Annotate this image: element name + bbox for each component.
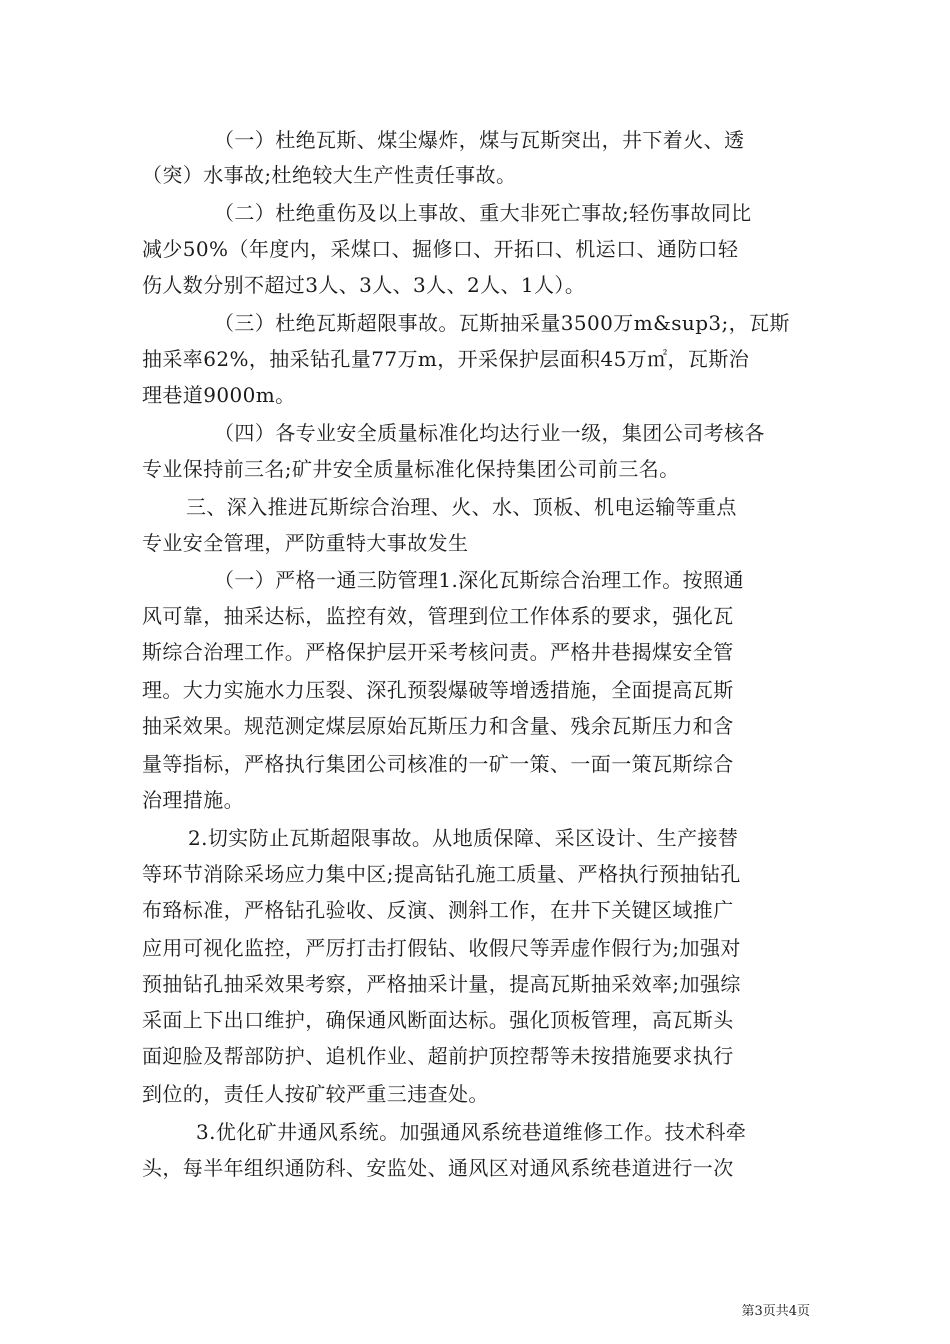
text-line: 布臵标准，严格钻孔验收、反演、测斜工作，在井下关键区域推广	[142, 898, 734, 922]
text-line: 面迎脸及帮部防护、追机作业、超前护顶控帮等未按措施要求执行	[142, 1044, 734, 1068]
text-line: （三）杜绝瓦斯超限事故。瓦斯抽采量3500万m&sup3;，瓦斯	[214, 311, 790, 335]
text-line: 理。大力实施水力压裂、深孔预裂爆破等增透措施，全面提高瓦斯	[142, 678, 734, 702]
text-line: 等环节消除采场应力集中区;提高钻孔施工质量、严格执行预抽钻孔	[142, 862, 741, 886]
section-heading-line: 专业安全管理，严防重特大事故发生	[142, 531, 469, 555]
text-line: 量等指标，严格执行集团公司核准的一矿一策、一面一策瓦斯综合	[142, 752, 734, 776]
text-line: （一）严格一通三防管理1.深化瓦斯综合治理工作。按照通	[214, 568, 744, 592]
text-line: 预抽钻孔抽采效果考察，严格抽采计量，提高瓦斯抽采效率;加强综	[142, 972, 741, 996]
text-line: （四）各专业安全质量标准化均达行业一级，集团公司考核各	[214, 421, 765, 445]
text-line: 3.优化矿井通风系统。加强通风系统巷道维修工作。技术科牵	[196, 1120, 747, 1144]
text-line: （二）杜绝重伤及以上事故、重大非死亡事故;轻伤事故同比	[214, 201, 752, 225]
text-line: （一）杜绝瓦斯、煤尘爆炸，煤与瓦斯突出，井下着火、透	[214, 128, 745, 152]
text-line: 抽采效果。规范测定煤层原始瓦斯压力和含量、残余瓦斯压力和含	[142, 714, 734, 738]
text-line: 治理措施。	[142, 788, 244, 812]
text-line: （突）水事故;杜绝较大生产性责任事故。	[142, 163, 517, 187]
text-line: 斯综合治理工作。严格保护层开采考核问责。严格井巷揭煤安全管	[142, 640, 734, 664]
text-line: 采面上下出口维护，确保通风断面达标。强化顶板管理，高瓦斯头	[142, 1008, 734, 1032]
text-line: 2.切实防止瓦斯超限事故。从地质保障、采区设计、生产接替	[188, 826, 739, 850]
text-line: 抽采率62%，抽采钻孔量77万m，开采保护层面积45万㎡，瓦斯治	[142, 347, 750, 371]
text-line: 专业保持前三名;矿井安全质量标准化保持集团公司前三名。	[142, 457, 680, 481]
text-line: 风可靠，抽采达标，监控有效，管理到位工作体系的要求，强化瓦	[142, 604, 734, 628]
page-number: 第3页共4页	[741, 1304, 810, 1319]
text-line: 应用可视化监控，严厉打击打假钻、收假尺等弄虚作假行为;加强对	[142, 936, 741, 960]
text-line: 减少50%（年度内，采煤口、掘修口、开拓口、机运口、通防口轻	[142, 237, 739, 261]
section-heading-line: 三、深入推进瓦斯综合治理、火、水、顶板、机电运输等重点	[186, 495, 737, 519]
text-line: 伤人数分别不超过3人、3人、3人、2人、1人）。	[142, 273, 586, 297]
text-line: 到位的，责任人按矿较严重三违查处。	[142, 1082, 489, 1106]
text-line: 理巷道9000m。	[142, 383, 296, 407]
text-line: 头，每半年组织通防科、安监处、通风区对通风系统巷道进行一次	[142, 1156, 734, 1180]
